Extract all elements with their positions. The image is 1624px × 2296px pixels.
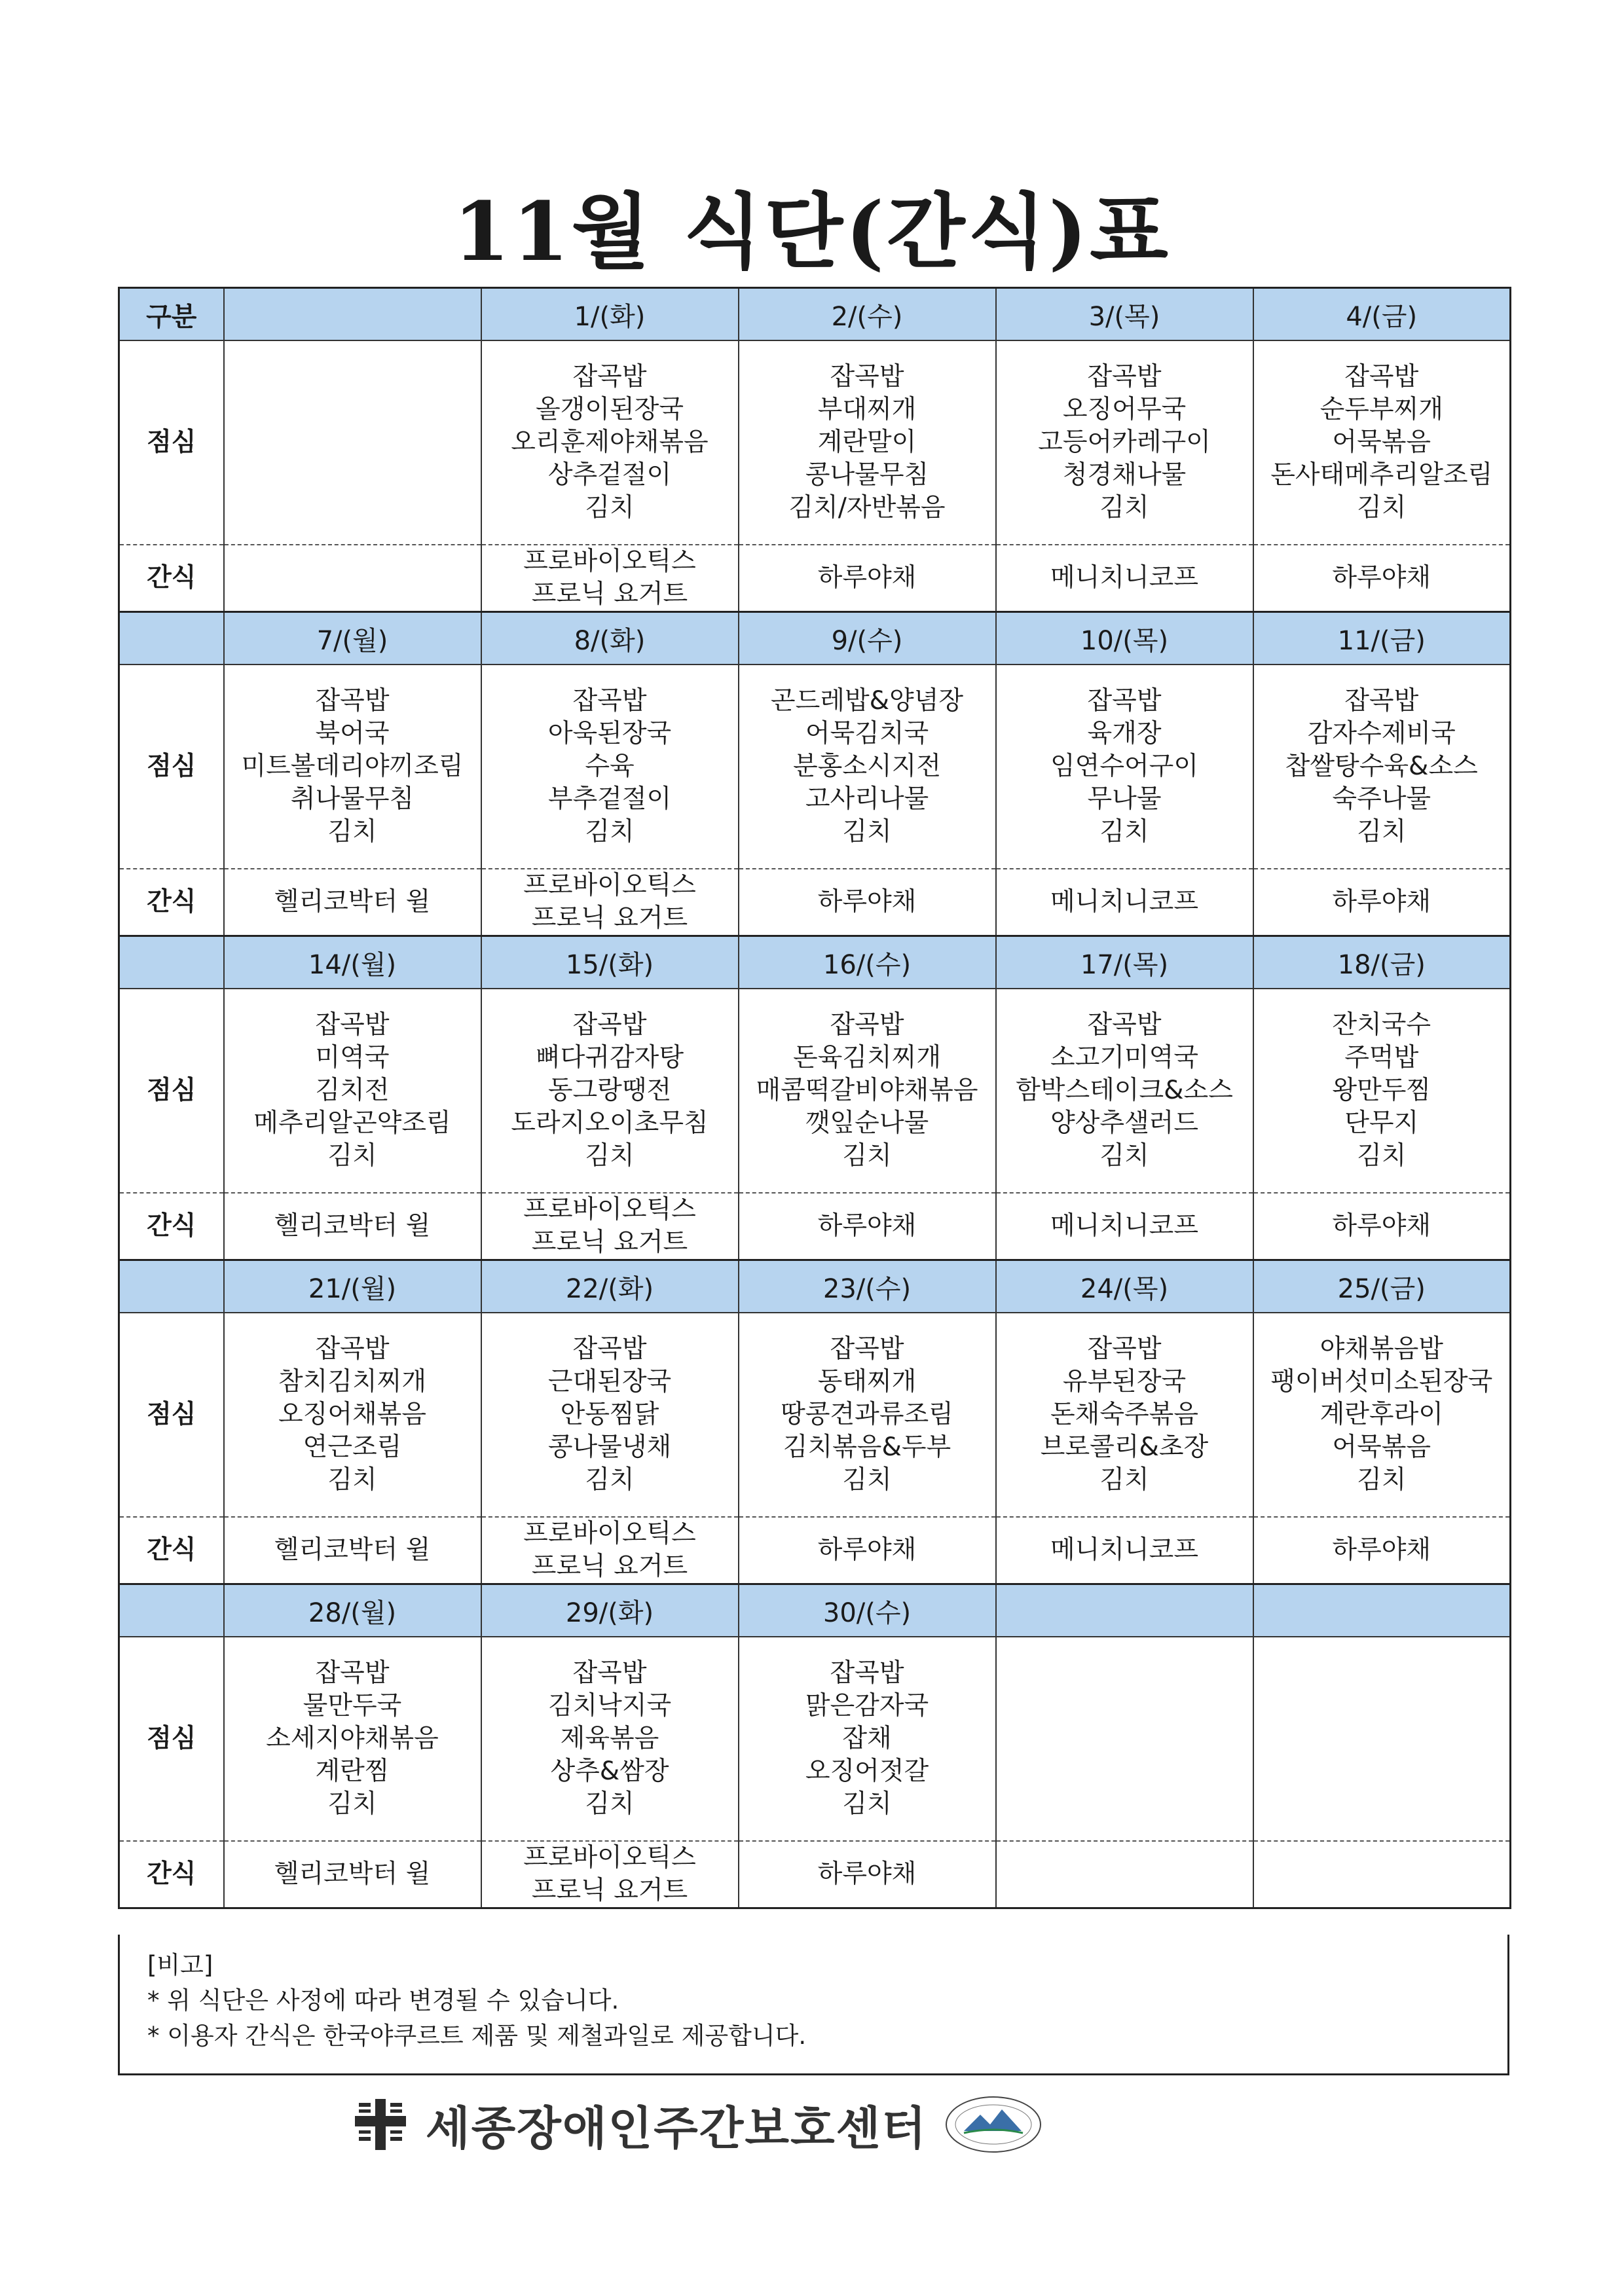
- snack-cell: [1253, 1517, 1511, 1584]
- snack-label: 간식: [119, 1193, 224, 1260]
- lunch-item: 곤드레밥&양념장: [770, 686, 964, 716]
- lunch-item: 숙주나물: [1332, 784, 1431, 814]
- lunch-item: 맑은감자국: [805, 1691, 929, 1721]
- snack-cell: [1253, 869, 1511, 936]
- notes-heading: [비고]: [147, 1951, 213, 1979]
- lunch-item: 올갱이된장국: [535, 395, 684, 424]
- lunch-cell: [739, 1637, 996, 1841]
- snack-item: 프로닉 요거트: [531, 579, 688, 609]
- lunch-item: 상추겉절이: [547, 460, 672, 490]
- lunch-item: 어묵볶음: [1332, 1432, 1431, 1462]
- lunch-item: 잡곡밥: [1344, 362, 1419, 392]
- lunch-item: 김치낙지국: [547, 1691, 672, 1721]
- date-cell: 23/(수): [739, 1260, 996, 1313]
- lunch-cell: [481, 989, 739, 1193]
- snack-cell: [996, 869, 1253, 936]
- lunch-item: 왕만두찜: [1332, 1076, 1431, 1105]
- date-cell: 2/(수): [739, 288, 996, 341]
- lunch-cell: [739, 340, 996, 545]
- date-cell: 30/(수): [739, 1584, 996, 1637]
- date-cell: 1/(화): [481, 288, 739, 341]
- snack-cell: [739, 1193, 996, 1260]
- week-header-row: [119, 1260, 1511, 1313]
- snack-cell: [224, 1193, 481, 1260]
- category-label: [119, 1584, 224, 1637]
- snack-item: 하루야채: [1332, 1211, 1431, 1241]
- lunch-item: 부추겉절이: [547, 784, 672, 814]
- lunch-item: 임연수어구이: [1050, 752, 1199, 781]
- lunch-item: 김치: [327, 817, 377, 847]
- snack-cell: [996, 545, 1253, 612]
- lunch-item: 고사리나물: [805, 784, 929, 814]
- lunch-item: 돈채숙주볶음: [1050, 1400, 1199, 1429]
- lunch-item: 잡곡밥: [572, 1334, 647, 1364]
- notes-box: [118, 1935, 1509, 2075]
- lunch-row: [119, 1637, 1511, 1841]
- snack-cell: [224, 545, 481, 612]
- lunch-item: 유부된장국: [1062, 1367, 1187, 1396]
- lunch-item: 야채볶음밥: [1320, 1334, 1443, 1364]
- lunch-item: 김치: [1357, 817, 1407, 847]
- snack-item: 하루야채: [1332, 563, 1431, 592]
- date-cell: 29/(화): [481, 1584, 739, 1637]
- menu-table: [118, 287, 1511, 1909]
- snack-row: [119, 1841, 1511, 1908]
- lunch-cell: [481, 665, 739, 869]
- lunch-item: 김치: [327, 1465, 377, 1495]
- lunch-item: 북어국: [315, 719, 390, 748]
- lunch-item: 김치: [842, 1141, 892, 1171]
- center-seal-icon: [944, 2095, 1043, 2154]
- snack-cell: [1253, 1193, 1511, 1260]
- lunch-item: 잡곡밥: [1344, 686, 1419, 716]
- lunch-item: 미역국: [315, 1043, 390, 1072]
- lunch-cell: [996, 340, 1253, 545]
- lunch-item: 김치볶음&두부: [783, 1432, 951, 1462]
- snack-item: 하루야채: [817, 563, 917, 592]
- lunch-item: 김치: [842, 1465, 892, 1495]
- lunch-item: 잡곡밥: [572, 686, 647, 716]
- lunch-cell: [996, 665, 1253, 869]
- lunch-item: 메추리알곤약조림: [253, 1108, 451, 1138]
- lunch-item: 김치: [1357, 1465, 1407, 1495]
- date-cell: 18/(금): [1253, 936, 1511, 989]
- lunch-cell: [224, 665, 481, 869]
- lunch-item: 잡곡밥: [830, 1010, 904, 1040]
- lunch-item: 김치: [1099, 1141, 1149, 1171]
- lunch-label: 점심: [119, 1313, 224, 1517]
- date-cell: 7/(월): [224, 612, 481, 665]
- lunch-item: 잡곡밥: [315, 686, 390, 716]
- lunch-cell: [224, 1313, 481, 1517]
- snack-label: 간식: [119, 869, 224, 936]
- snack-item: 프로닉 요거트: [531, 1228, 688, 1257]
- lunch-item: 소세지야채볶음: [266, 1724, 439, 1753]
- snack-row: [119, 545, 1511, 612]
- category-label: [119, 612, 224, 665]
- lunch-item: 미트볼데리야끼조림: [241, 752, 464, 781]
- snack-label: 간식: [119, 545, 224, 612]
- date-cell: 15/(화): [481, 936, 739, 989]
- date-cell: 3/(목): [996, 288, 1253, 341]
- snack-item: 메니치니코프: [1050, 887, 1199, 917]
- lunch-item: 계란말이: [817, 428, 917, 457]
- lunch-item: 안동찜닭: [560, 1400, 659, 1429]
- lunch-label: 점심: [119, 1637, 224, 1841]
- week-header-row: [119, 288, 1511, 341]
- lunch-row: [119, 989, 1511, 1193]
- lunch-item: 김치: [842, 1789, 892, 1819]
- lunch-item: 찹쌀탕수육&소스: [1285, 752, 1478, 781]
- lunch-item: 김치: [842, 817, 892, 847]
- lunch-item: 잡곡밥: [1087, 362, 1162, 392]
- snack-cell: [1253, 545, 1511, 612]
- lunch-item: 김치: [585, 1789, 635, 1819]
- lunch-item: 김치: [585, 817, 635, 847]
- lunch-item: 부대찌개: [817, 395, 917, 424]
- snack-item: 하루야채: [817, 887, 917, 917]
- snack-cell: [481, 545, 739, 612]
- date-cell: 4/(금): [1253, 288, 1511, 341]
- lunch-label: 점심: [119, 989, 224, 1193]
- snack-label: 간식: [119, 1517, 224, 1584]
- snack-row: [119, 1193, 1511, 1260]
- lunch-cell: [224, 989, 481, 1193]
- lunch-item: 제육볶음: [560, 1724, 659, 1753]
- date-cell: 9/(수): [739, 612, 996, 665]
- lunch-item: 잡곡밥: [830, 1334, 904, 1364]
- snack-item: 하루야채: [817, 1211, 917, 1241]
- lunch-cell: [739, 1313, 996, 1517]
- lunch-item: 취나물무침: [290, 784, 415, 814]
- lunch-item: 육개장: [1087, 719, 1162, 748]
- lunch-item: 오징어젓갈: [805, 1757, 929, 1786]
- lunch-item: 잡곡밥: [572, 1658, 647, 1688]
- category-label: 구분: [119, 288, 224, 341]
- snack-item: 프로바이오틱스: [523, 871, 696, 900]
- snack-item: 메니치니코프: [1050, 563, 1199, 592]
- lunch-item: 오리훈제야채볶음: [511, 428, 709, 457]
- lunch-item: 김치전: [315, 1076, 390, 1105]
- snack-item: 메니치니코프: [1050, 1211, 1199, 1241]
- lunch-item: 어묵볶음: [1332, 428, 1431, 457]
- date-cell: [1253, 1584, 1511, 1637]
- lunch-item: 연근조림: [303, 1432, 402, 1462]
- snack-cell: [739, 869, 996, 936]
- date-cell: 10/(목): [996, 612, 1253, 665]
- lunch-item: 분홍소시지전: [792, 752, 942, 781]
- snack-item: 헬리코박터 윌: [274, 887, 431, 917]
- date-cell: [996, 1584, 1253, 1637]
- date-cell: 11/(금): [1253, 612, 1511, 665]
- lunch-item: 도라지오이초무침: [511, 1108, 709, 1138]
- lunch-item: 잡곡밥: [315, 1010, 390, 1040]
- lunch-item: 청경채나물: [1062, 460, 1187, 490]
- lunch-row: [119, 340, 1511, 545]
- lunch-item: 김치: [1357, 1141, 1407, 1171]
- snack-item: 헬리코박터 윌: [274, 1211, 431, 1241]
- snack-item: 헬리코박터 윌: [274, 1859, 431, 1889]
- snack-item: 하루야채: [817, 1535, 917, 1565]
- lunch-item: 깻잎순나물: [805, 1108, 929, 1138]
- snack-cell: [996, 1841, 1253, 1908]
- lunch-item: 김치/자반볶음: [788, 493, 946, 522]
- lunch-item: 오징어채볶음: [278, 1400, 427, 1429]
- snack-item: 프로바이오틱스: [523, 547, 696, 576]
- lunch-cell: [1253, 989, 1511, 1193]
- lunch-item: 김치: [1099, 817, 1149, 847]
- lunch-item: 팽이버섯미소된장국: [1270, 1367, 1493, 1396]
- snack-cell: [739, 1841, 996, 1908]
- lunch-item: 돈사태메추리알조림: [1270, 460, 1493, 490]
- lunch-item: 잡곡밥: [572, 1010, 647, 1040]
- snack-cell: [224, 869, 481, 936]
- lunch-cell: [996, 989, 1253, 1193]
- lunch-item: 김치: [585, 1465, 635, 1495]
- lunch-cell: [1253, 665, 1511, 869]
- week-header-row: [119, 612, 1511, 665]
- lunch-row: [119, 665, 1511, 869]
- lunch-cell: [1253, 1313, 1511, 1517]
- lunch-cell: [1253, 1637, 1511, 1841]
- snack-item: 프로닉 요거트: [531, 903, 688, 933]
- snack-item: 메니치니코프: [1050, 1535, 1199, 1565]
- lunch-item: 함박스테이크&소스: [1016, 1076, 1233, 1105]
- snack-item: 프로바이오틱스: [523, 1843, 696, 1872]
- date-cell: 21/(월): [224, 1260, 481, 1313]
- snack-item: 프로바이오틱스: [523, 1195, 696, 1224]
- lunch-item: 양상추샐러드: [1050, 1108, 1199, 1138]
- snack-item: 하루야채: [817, 1859, 917, 1889]
- lunch-item: 소고기미역국: [1050, 1043, 1199, 1072]
- notes-item: * 이용자 간식은 한국야쿠르트 제품 및 제철과일로 제공합니다.: [147, 2022, 807, 2050]
- lunch-cell: [996, 1313, 1253, 1517]
- snack-cell: [481, 1517, 739, 1584]
- lunch-item: 김치: [1099, 1465, 1149, 1495]
- date-cell: 16/(수): [739, 936, 996, 989]
- lunch-item: 김치: [585, 493, 635, 522]
- snack-cell: [224, 1841, 481, 1908]
- lunch-item: 김치: [327, 1141, 377, 1171]
- lunch-label: 점심: [119, 665, 224, 869]
- snack-item: 헬리코박터 윌: [274, 1535, 431, 1565]
- lunch-item: 잡곡밥: [315, 1658, 390, 1688]
- snack-label: 간식: [119, 1841, 224, 1908]
- lunch-item: 동그랑땡전: [547, 1076, 672, 1105]
- snack-row: [119, 1517, 1511, 1584]
- snack-cell: [996, 1193, 1253, 1260]
- snack-cell: [224, 1517, 481, 1584]
- lunch-item: 콩나물냉채: [547, 1432, 672, 1462]
- lunch-cell: [739, 665, 996, 869]
- lunch-item: 주먹밥: [1344, 1043, 1419, 1072]
- lunch-item: 근대된장국: [547, 1367, 672, 1396]
- lunch-item: 잡곡밥: [830, 1658, 904, 1688]
- lunch-item: 김치: [327, 1789, 377, 1819]
- lunch-item: 고등어카레구이: [1038, 428, 1211, 457]
- lunch-item: 잡곡밥: [1087, 1334, 1162, 1364]
- lunch-item: 어묵김치국: [805, 719, 929, 748]
- lunch-cell: [224, 1637, 481, 1841]
- category-label: [119, 1260, 224, 1313]
- lunch-item: 물만두국: [303, 1691, 402, 1721]
- lunch-item: 감자수제비국: [1307, 719, 1456, 748]
- snack-cell: [481, 1193, 739, 1260]
- snack-item: 프로닉 요거트: [531, 1876, 688, 1905]
- lunch-cell: [481, 1313, 739, 1517]
- lunch-item: 무나물: [1087, 784, 1162, 814]
- date-cell: 14/(월): [224, 936, 481, 989]
- lunch-item: 단무지: [1344, 1108, 1419, 1138]
- lunch-item: 잡곡밥: [315, 1334, 390, 1364]
- lunch-cell: [739, 989, 996, 1193]
- lunch-item: 땅콩견과류조림: [781, 1400, 953, 1429]
- snack-row: [119, 869, 1511, 936]
- notes-item: * 위 식단은 사정에 따라 변경될 수 있습니다.: [147, 1986, 619, 2014]
- date-cell: 17/(목): [996, 936, 1253, 989]
- lunch-item: 잡곡밥: [1087, 1010, 1162, 1040]
- snack-item: 프로닉 요거트: [531, 1552, 688, 1581]
- lunch-item: 잡곡밥: [572, 362, 647, 392]
- lunch-cell: [481, 1637, 739, 1841]
- lunch-item: 김치: [1099, 493, 1149, 522]
- lunch-row: [119, 1313, 1511, 1517]
- lunch-item: 잡곡밥: [1087, 686, 1162, 716]
- lunch-item: 순두부찌개: [1320, 395, 1443, 424]
- date-cell: 8/(화): [481, 612, 739, 665]
- lunch-item: 수육: [585, 752, 635, 781]
- category-label: [119, 936, 224, 989]
- snack-item: 하루야채: [1332, 1535, 1431, 1565]
- snack-cell: [996, 1517, 1253, 1584]
- lunch-item: 계란찜: [315, 1757, 390, 1786]
- lunch-item: 참치김치찌개: [278, 1367, 427, 1396]
- catholic-cross-icon: [354, 2098, 407, 2151]
- snack-cell: [739, 545, 996, 612]
- lunch-item: 잔치국수: [1332, 1010, 1431, 1040]
- lunch-item: 뼈다귀감자탕: [535, 1043, 684, 1072]
- snack-item: 프로바이오틱스: [523, 1519, 696, 1548]
- lunch-cell: [1253, 340, 1511, 545]
- lunch-item: 김치: [1357, 493, 1407, 522]
- week-header-row: [119, 936, 1511, 989]
- date-cell: 28/(월): [224, 1584, 481, 1637]
- lunch-cell: [996, 1637, 1253, 1841]
- lunch-item: 동태찌개: [817, 1367, 917, 1396]
- snack-cell: [1253, 1841, 1511, 1908]
- lunch-label: 점심: [119, 340, 224, 545]
- lunch-item: 매콤떡갈비야채볶음: [756, 1076, 978, 1105]
- lunch-item: 김치: [585, 1141, 635, 1171]
- lunch-item: 오징어무국: [1062, 395, 1187, 424]
- lunch-cell: [224, 340, 481, 545]
- lunch-item: 잡곡밥: [830, 362, 904, 392]
- lunch-item: 콩나물무침: [805, 460, 929, 490]
- center-name: 세종장애인주간보호센터: [426, 2101, 927, 2155]
- lunch-cell: [481, 340, 739, 545]
- page-title: 11월 식단(간식)표: [453, 185, 1171, 280]
- snack-cell: [481, 1841, 739, 1908]
- lunch-item: 돈육김치찌개: [792, 1043, 942, 1072]
- date-cell: 24/(목): [996, 1260, 1253, 1313]
- week-header-row: [119, 1584, 1511, 1637]
- lunch-item: 아욱된장국: [547, 719, 672, 748]
- lunch-item: 계란후라이: [1320, 1400, 1443, 1429]
- lunch-item: 잡채: [842, 1724, 892, 1753]
- lunch-item: 상추&쌈장: [550, 1757, 669, 1786]
- date-cell: 25/(금): [1253, 1260, 1511, 1313]
- lunch-item: 브로콜리&초장: [1040, 1432, 1209, 1462]
- snack-cell: [481, 869, 739, 936]
- date-cell: [224, 288, 481, 341]
- date-cell: 22/(화): [481, 1260, 739, 1313]
- snack-cell: [739, 1517, 996, 1584]
- snack-item: 하루야채: [1332, 887, 1431, 917]
- footer: [354, 2088, 1043, 2160]
